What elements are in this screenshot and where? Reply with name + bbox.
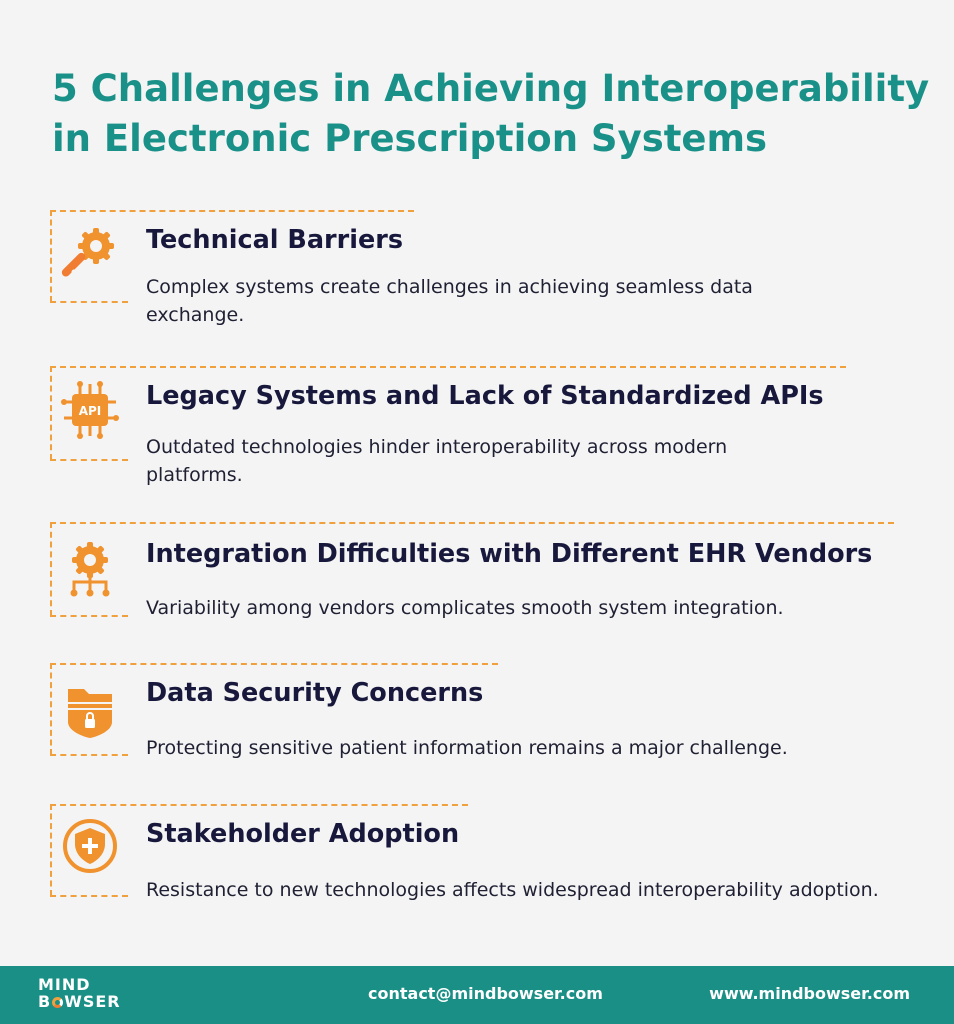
challenge-title: Data Security Concerns xyxy=(146,678,484,708)
challenge-description: Resistance to new technologies affects widespread interoperability adoption. xyxy=(146,879,879,901)
challenge-title: Legacy Systems and Lack of Standardized APIs xyxy=(146,381,824,411)
footer-email-link[interactable]: contact@mindbowser.com xyxy=(368,984,603,1003)
footer-website-link[interactable]: www.mindbowser.com xyxy=(709,984,910,1003)
gear-network-icon xyxy=(60,538,120,598)
dashed-frame-top xyxy=(50,522,894,524)
challenge-description: Outdated technologies hinder interoperability across modern platforms. xyxy=(146,436,728,486)
challenge-title: Technical Barriers xyxy=(146,225,403,255)
dashed-frame-left xyxy=(50,522,52,616)
dashed-frame-top xyxy=(50,804,468,806)
challenge-description: Variability among vendors complicates smooth system integration. xyxy=(146,597,784,619)
api-chip-icon xyxy=(60,380,120,440)
dashed-frame-top xyxy=(50,210,414,212)
dashed-frame-bottom xyxy=(50,459,128,461)
svg-text:API: API xyxy=(78,404,102,418)
challenge-item-data-security xyxy=(0,663,954,763)
challenge-title: Stakeholder Adoption xyxy=(146,819,460,849)
challenge-item-integration-difficulties xyxy=(0,522,954,622)
challenge-item-legacy-systems xyxy=(0,366,954,486)
dashed-frame-top xyxy=(50,663,498,665)
dashed-frame-left xyxy=(50,366,52,460)
challenge-item-technical-barriers xyxy=(0,210,954,330)
plus-shield-circle-icon xyxy=(60,816,120,876)
page-title: 5 Challenges in Achieving Interoperability in Electronic Prescription Systems xyxy=(52,67,930,160)
challenge-description: Complex systems create challenges in achieving seamless data exchange. xyxy=(146,276,753,326)
dashed-frame-bottom xyxy=(50,754,128,756)
logo-ring-icon xyxy=(52,997,63,1008)
challenge-item-stakeholder-adoption xyxy=(0,804,954,934)
folder-shield-icon xyxy=(60,679,120,739)
dashed-frame-left xyxy=(50,804,52,896)
dashed-frame-left xyxy=(50,210,52,302)
challenge-title: Integration Difficulties with Different EHR Vendors xyxy=(146,539,873,569)
dashed-frame-left xyxy=(50,663,52,755)
dashed-frame-bottom xyxy=(50,895,128,897)
wrench-gear-icon xyxy=(60,224,120,284)
logo-line-1: MIND xyxy=(38,975,91,994)
dashed-frame-bottom xyxy=(50,615,128,617)
challenge-description: Protecting sensitive patient information remains a major challenge. xyxy=(146,737,788,759)
logo-line-2: B WSER xyxy=(38,992,121,1011)
dashed-frame-bottom xyxy=(50,301,128,303)
dashed-frame-top xyxy=(50,366,846,368)
mindbowser-logo xyxy=(38,976,121,1010)
footer-bar xyxy=(0,966,954,1024)
